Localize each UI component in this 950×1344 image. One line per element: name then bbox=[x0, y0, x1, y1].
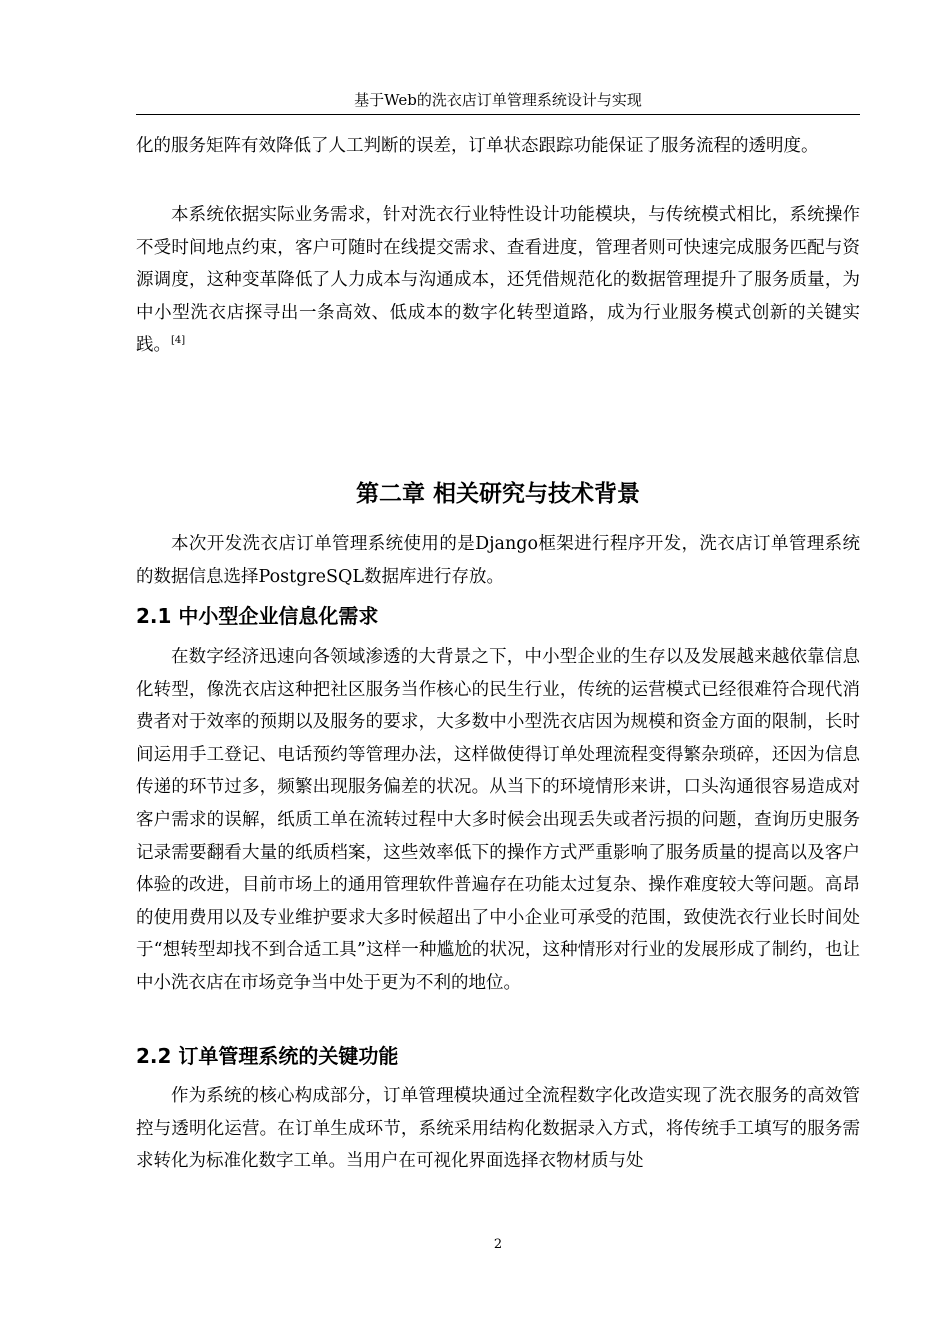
section-title-2-2: 2.2 订单管理系统的关键功能 bbox=[136, 1044, 399, 1068]
paragraph-system-benefits bbox=[136, 199, 860, 362]
section-title-2-1: 2.1 中小型企业信息化需求 bbox=[136, 604, 379, 628]
paragraph-continuation: 化的服务矩阵有效降低了人工判断的误差，订单状态跟踪功能保证了服务流程的透明度。 bbox=[136, 136, 819, 156]
chapter-title: 第二章 相关研究与技术背景 bbox=[355, 481, 640, 507]
page-number: 2 bbox=[493, 1237, 503, 1252]
running-header: 基于Web的洗衣店订单管理系统设计与实现 bbox=[354, 91, 642, 109]
paragraph-system-benefits-text: 本系统依据实际业务需求，针对洗衣行业特性设计功能模块，与传统模式相比，系统操作不受时间地点约束，客户可随时在线提交需求、查看进度，管理者则可快速完成服务匹配与资源调度，这种变革降低了人力成本与沟通成本，还凭借规范化的数据管理提升了服务质量，为中小型洗衣店探寻出一条高效、低成本的数字化转型道路，成为行业服务模式创新的关键实践。 bbox=[136, 205, 860, 356]
paragraph-section-2-1: 在数字经济迅速向各领域渗透的大背景之下，中小型企业的生存以及发展越来越依靠信息化转型，像洗衣店这种把社区服务当作核心的民生行业，传统的运营模式已经很难符合现代消费者对于效率的预期以及服务的要求，大多数中小型洗衣店因为规模和资金方面的限制，长时间运用手工登记、电话预约等管理办法，这样做使得订单处理流程变得繁杂琐碎，还因为信息传递的环节过多，频繁出现服务偏差的状况。从当下的环境情形来讲，口头沟通很容易造成对客户需求的误解，纸质工单在流转过程中大多时候会出现丢失或者污损的问题，查询历史服务记录需要翻看大量的纸质档案，这些效率低下的操作方式严重影响了服务质量的提高以及客户体验的改进，目前市场上的通用管理软件普遍存在功能太过复杂、操作难度较大等问题。高昂的使用费用以及专业维护要求大多时候超出了中小企业可承受的范围，致使洗衣行业长时间处于“想转型却找不到合适工具”这样一种尴尬的状况，这种情形对行业的发展形成了制约，也让中小洗衣店在市场竞争当中处于更为不利的地位。 bbox=[136, 647, 860, 993]
citation-marker: [4] bbox=[171, 335, 186, 347]
header-rule bbox=[136, 114, 860, 115]
paragraph-chapter-intro: 本次开发洗衣店订单管理系统使用的是Django框架进行程序开发，洗衣店订单管理系统的数据信息选择PostgreSQL数据库进行存放。 bbox=[136, 534, 860, 587]
paragraph-section-2-2: 作为系统的核心构成部分，订单管理模块通过全流程数字化改造实现了洗衣服务的高效管控与透明化运营。在订单生成环节，系统采用结构化数据录入方式，将传统手工填写的服务需求转化为标准化数字工单。当用户在可视化界面选择衣物材质与处 bbox=[136, 1086, 860, 1172]
